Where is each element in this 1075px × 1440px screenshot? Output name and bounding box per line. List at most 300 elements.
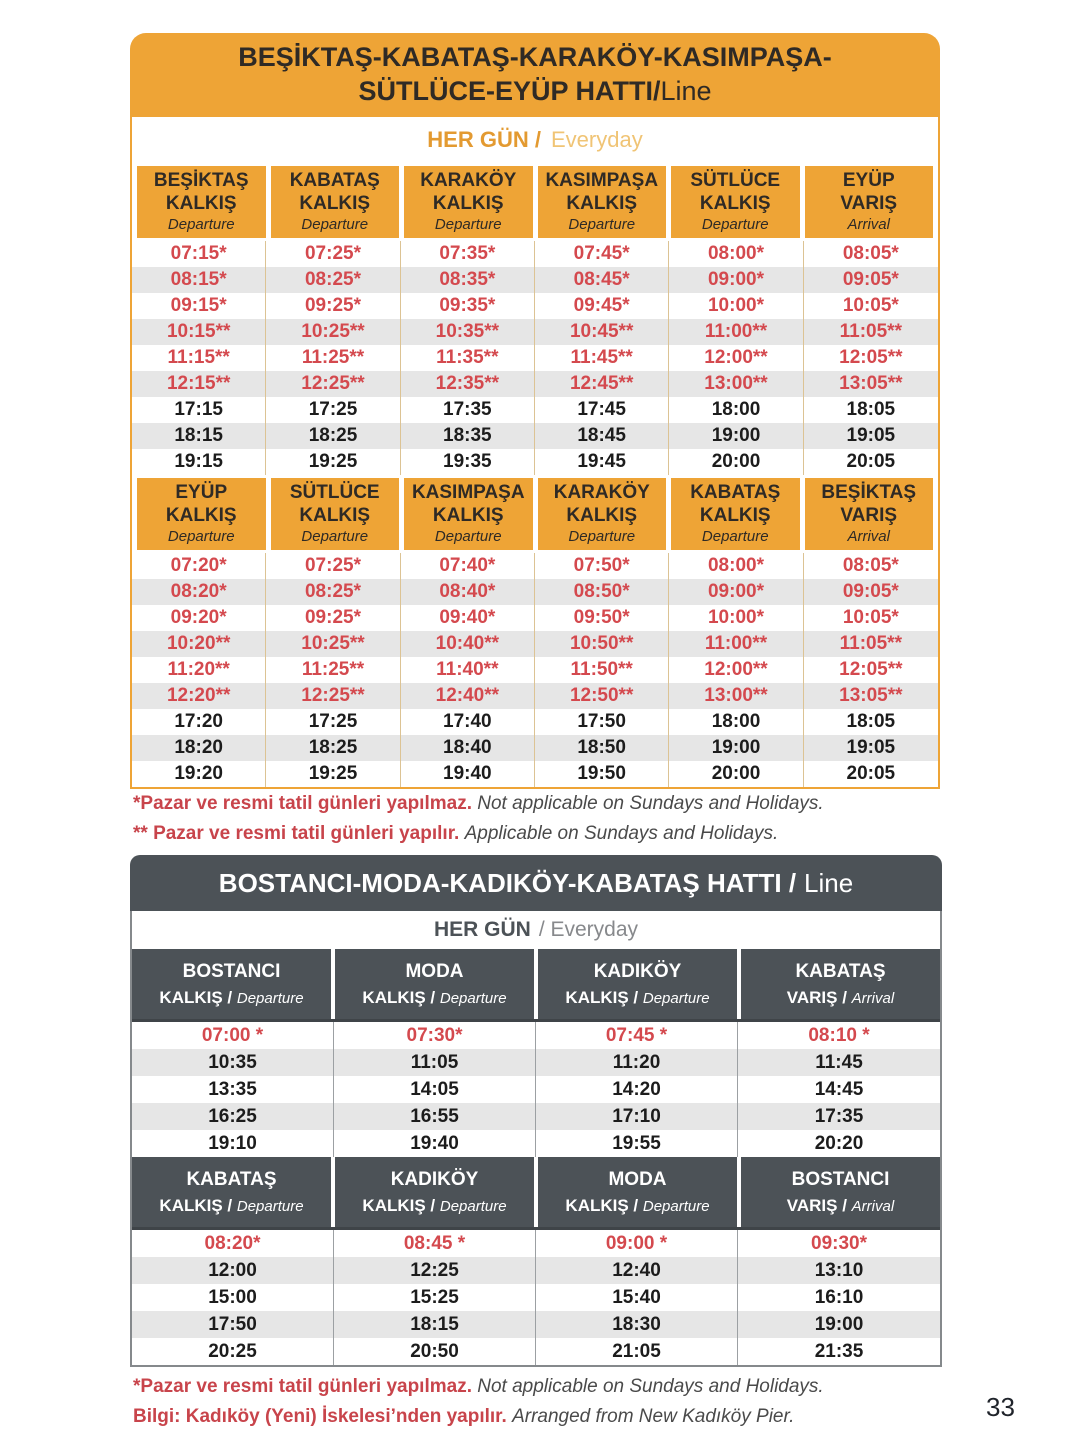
- time-cell: 19:05: [846, 425, 896, 446]
- time-cell: 17:15: [132, 397, 266, 423]
- footnote-line: [133, 1372, 824, 1402]
- column-header: [404, 478, 533, 550]
- line2-rows-outbound: [132, 1019, 940, 1157]
- column-header: [132, 949, 331, 1019]
- time-cell: 17:40: [401, 709, 535, 735]
- column-sublabel: [362, 988, 506, 1008]
- time-cell: 12:35**: [401, 371, 535, 397]
- departure-arrival-label-en: Departure: [701, 216, 769, 233]
- time-cell: 18:05: [846, 399, 896, 420]
- table-row: [132, 241, 938, 267]
- time-cell: 18:00: [669, 709, 803, 735]
- departure-arrival-label-en: Departure: [439, 989, 507, 1007]
- time-cell: 18:25: [266, 423, 400, 449]
- departure-arrival-label-en: Departure: [236, 989, 304, 1007]
- time-cell: 20:00: [669, 761, 803, 787]
- time-cell: 20:25: [132, 1338, 334, 1365]
- time-cell: 09:05*: [842, 581, 899, 602]
- footnote-en: Not applicable on Sundays and Holidays.: [477, 1376, 824, 1397]
- station-name: KABATAŞ: [795, 960, 886, 982]
- table-row: [132, 1284, 940, 1311]
- line1-title-row1: BEŞİKTAŞ-KABATAŞ-KARAKÖY-KASIMPAŞA-: [238, 42, 832, 72]
- departure-arrival-label-tr: KALKIŞ: [165, 193, 237, 214]
- time-cell: 12:05**: [839, 659, 903, 680]
- table-row: [132, 709, 938, 735]
- time-cell: 19:25: [266, 761, 400, 787]
- station-name: MODA: [405, 960, 464, 982]
- footnote-en: Not applicable on Sundays and Holidays.: [477, 793, 824, 814]
- time-cell: 17:25: [266, 709, 400, 735]
- footnote-en: Applicable on Sundays and Holidays.: [464, 823, 779, 844]
- line2-header-outbound: [132, 949, 940, 1019]
- time-cell: 10:50**: [535, 631, 669, 657]
- station-name: KABATAŞ: [186, 1168, 277, 1190]
- time-cell: 11:05: [334, 1049, 536, 1076]
- time-cell: 09:00*: [669, 579, 803, 605]
- line2-everyday-banner: [132, 911, 940, 949]
- station-name: BOSTANCI: [182, 960, 281, 982]
- time-cell: 19:40: [334, 1130, 536, 1157]
- everyday-label-tr: HER GÜN /: [427, 127, 541, 152]
- time-cell: 12:40: [536, 1257, 738, 1284]
- departure-arrival-label-en: Departure: [434, 216, 502, 233]
- table-row: [132, 1130, 940, 1157]
- time-cell: 15:40: [536, 1284, 738, 1311]
- departure-arrival-label-en: Departure: [701, 528, 769, 545]
- table-row: [132, 631, 938, 657]
- time-cell: 08:50*: [535, 579, 669, 605]
- time-cell: 13:35: [132, 1076, 334, 1103]
- time-cell: 11:00**: [669, 319, 803, 345]
- column-sublabel: [362, 1196, 506, 1216]
- time-cell: 08:45 *: [334, 1230, 536, 1257]
- column-header: [671, 166, 800, 238]
- time-cell: 09:00*: [669, 267, 803, 293]
- departure-arrival-label-en: Departure: [167, 216, 235, 233]
- time-cell: 18:40: [401, 735, 535, 761]
- departure-arrival-label-en: Departure: [301, 528, 369, 545]
- table-row: [132, 1311, 940, 1338]
- time-cell: 12:05**: [839, 347, 903, 368]
- departure-arrival-label-tr: VARIŞ: [840, 505, 898, 526]
- time-cell: 18:35: [401, 423, 535, 449]
- departure-arrival-label-en: Departure: [301, 216, 369, 233]
- table-row: [132, 371, 938, 397]
- time-cell: 12:50**: [535, 683, 669, 709]
- departure-arrival-label-tr: KALKIŞ: [299, 193, 371, 214]
- table-row: [132, 345, 938, 371]
- table-row: [132, 761, 938, 787]
- time-cell: 08:35*: [401, 267, 535, 293]
- line1-title-row2: [130, 74, 940, 108]
- time-cell: 10:00*: [669, 605, 803, 631]
- column-header: [538, 1157, 737, 1227]
- time-cell: 10:15**: [132, 319, 266, 345]
- time-cell: 07:00 *: [132, 1022, 334, 1049]
- time-cell: 14:05: [334, 1076, 536, 1103]
- time-cell: 16:55: [334, 1103, 536, 1130]
- column-header: [538, 949, 737, 1019]
- departure-arrival-label-tr: KALKIŞ: [165, 505, 237, 526]
- line2-title-light: Line: [804, 867, 854, 898]
- station-name: KADIKÖY: [390, 1168, 479, 1190]
- time-cell: 07:20*: [132, 553, 266, 579]
- line2-title-bold: BOSTANCI-MODA-KADIKÖY-KABATAŞ HATTI /: [218, 867, 797, 898]
- time-cell: 17:10: [536, 1103, 738, 1130]
- station-name: EYÜP: [842, 170, 895, 191]
- time-cell: 21:35: [814, 1340, 864, 1362]
- time-cell: 11:05**: [839, 321, 902, 342]
- departure-arrival-label-en: Arrival: [847, 216, 890, 233]
- time-cell: 18:05: [846, 711, 896, 732]
- time-cell: 18:30: [536, 1311, 738, 1338]
- time-cell: 07:40*: [401, 553, 535, 579]
- time-cell: 18:20: [132, 735, 266, 761]
- time-cell: 11:05**: [839, 633, 902, 654]
- everyday-label-en: / Everyday: [538, 918, 639, 941]
- departure-arrival-label-en: Departure: [568, 528, 636, 545]
- station-name: SÜTLÜCE: [690, 170, 781, 191]
- departure-arrival-label-tr: KALKIŞ: [699, 505, 771, 526]
- station-name: KABATAŞ: [690, 482, 781, 503]
- table-row: [132, 397, 938, 423]
- line1-everyday-banner: [132, 117, 938, 163]
- column-header: [805, 478, 934, 550]
- column-header: [741, 1157, 940, 1227]
- time-cell: 12:00: [132, 1257, 334, 1284]
- time-cell: 12:45**: [535, 371, 669, 397]
- table-row: [132, 1049, 940, 1076]
- time-cell: 08:25*: [266, 267, 400, 293]
- time-cell: 11:50**: [535, 657, 669, 683]
- line1-title-light: Line: [660, 76, 712, 106]
- table-row: [132, 683, 938, 709]
- time-cell: 08:05*: [842, 555, 899, 576]
- footnote-line: [133, 789, 824, 819]
- time-cell: 17:35: [401, 397, 535, 423]
- time-cell: 13:00**: [669, 683, 803, 709]
- footnote-en: Arranged from New Kadıköy Pier.: [512, 1406, 795, 1427]
- time-cell: 18:00: [669, 397, 803, 423]
- time-cell: 18:45: [535, 423, 669, 449]
- table-row: [132, 553, 938, 579]
- time-cell: 10:20**: [132, 631, 266, 657]
- time-cell: 15:25: [334, 1284, 536, 1311]
- departure-arrival-label-tr: VARIŞ /: [786, 1195, 852, 1215]
- time-cell: 10:25**: [266, 631, 400, 657]
- station-name: BEŞİKTAŞ: [821, 482, 917, 503]
- column-header: [271, 166, 400, 238]
- time-cell: 11:25**: [266, 345, 400, 371]
- time-cell: 07:15*: [132, 241, 266, 267]
- time-cell: 18:50: [535, 735, 669, 761]
- time-cell: 11:15**: [132, 345, 266, 371]
- time-cell: 13:05**: [839, 685, 903, 706]
- departure-arrival-label-en: Arrival: [851, 989, 895, 1007]
- time-cell: 19:45: [535, 449, 669, 475]
- time-cell: 19:55: [536, 1130, 738, 1157]
- line1-rows-return: [132, 553, 938, 787]
- departure-arrival-label-en: Departure: [236, 1197, 304, 1215]
- line1-header-outbound: [132, 163, 938, 241]
- time-cell: 11:00**: [669, 631, 803, 657]
- time-cell: 07:25*: [266, 553, 400, 579]
- station-name: EYÜP: [175, 482, 228, 503]
- footnote-line: [133, 1402, 824, 1432]
- time-cell: 09:40*: [401, 605, 535, 631]
- departure-arrival-label-tr: KALKIŞ: [566, 193, 638, 214]
- column-sublabel: [787, 988, 894, 1008]
- time-cell: 10:25**: [266, 319, 400, 345]
- column-header: [335, 949, 534, 1019]
- time-cell: 07:30*: [334, 1022, 536, 1049]
- time-cell: 19:00: [669, 423, 803, 449]
- station-name: SÜTLÜCE: [289, 482, 380, 503]
- departure-arrival-label-tr: KALKIŞ: [566, 505, 638, 526]
- station-name: KASIMPAŞA: [411, 482, 525, 503]
- table-besiktas-eyup-line: [130, 33, 940, 789]
- time-cell: 13:00**: [669, 371, 803, 397]
- table-row: [132, 605, 938, 631]
- time-cell: 09:25*: [266, 605, 400, 631]
- time-cell: 10:40**: [401, 631, 535, 657]
- departure-arrival-label-en: Departure: [167, 528, 235, 545]
- departure-arrival-label-tr: KALKIŞ: [432, 505, 504, 526]
- departure-arrival-label-en: Departure: [434, 528, 502, 545]
- departure-arrival-label-tr: VARIŞ /: [786, 987, 852, 1007]
- table-row: [132, 1230, 940, 1257]
- time-cell: 08:00*: [669, 553, 803, 579]
- time-cell: 20:00: [669, 449, 803, 475]
- table-row: [132, 1338, 940, 1365]
- time-cell: 19:40: [401, 761, 535, 787]
- table-row: [132, 657, 938, 683]
- time-cell: 20:05: [846, 451, 896, 472]
- departure-arrival-label-tr: VARIŞ: [840, 193, 898, 214]
- time-cell: 17:25: [266, 397, 400, 423]
- time-cell: 19:05: [846, 737, 896, 758]
- departure-arrival-label-en: Departure: [642, 989, 710, 1007]
- time-cell: 14:45: [814, 1078, 864, 1100]
- time-cell: 07:45*: [535, 241, 669, 267]
- time-cell: 11:25**: [266, 657, 400, 683]
- time-cell: 08:00*: [669, 241, 803, 267]
- table-row: [132, 1022, 940, 1049]
- time-cell: 09:00 *: [536, 1230, 738, 1257]
- time-cell: 20:50: [334, 1338, 536, 1365]
- column-header: [137, 478, 266, 550]
- time-cell: 13:05**: [839, 373, 903, 394]
- departure-arrival-label-en: Arrival: [847, 528, 890, 545]
- time-cell: 18:15: [132, 423, 266, 449]
- time-cell: 19:00: [814, 1313, 864, 1335]
- departure-arrival-label-tr: KALKIŞ /: [565, 987, 643, 1007]
- station-name: KADIKÖY: [593, 960, 682, 982]
- departure-arrival-label-tr: KALKIŞ /: [159, 987, 237, 1007]
- time-cell: 08:20*: [132, 579, 266, 605]
- line1-title-bold: SÜTLÜCE-EYÜP HATTI/: [358, 76, 661, 106]
- time-cell: 09:30*: [811, 1232, 867, 1254]
- time-cell: 16:25: [132, 1103, 334, 1130]
- time-cell: 12:25**: [266, 683, 400, 709]
- departure-arrival-label-tr: KALKIŞ: [432, 193, 504, 214]
- time-cell: 19:10: [132, 1130, 334, 1157]
- time-cell: 12:00**: [669, 657, 803, 683]
- time-cell: 17:50: [132, 1311, 334, 1338]
- time-cell: 12:00**: [669, 345, 803, 371]
- station-name: KARAKÖY: [553, 482, 650, 503]
- departure-arrival-label-tr: KALKIŞ /: [362, 987, 440, 1007]
- column-sublabel: [565, 1196, 709, 1216]
- column-sublabel: [787, 1196, 894, 1216]
- line1-header-return: [132, 475, 938, 553]
- column-header: [404, 166, 533, 238]
- time-cell: 10:35**: [401, 319, 535, 345]
- time-cell: 07:45 *: [536, 1022, 738, 1049]
- footnote-tr: Bilgi: Kadıköy (Yeni) İskelesi’nden yapılır.: [133, 1406, 507, 1427]
- time-cell: 13:10: [814, 1259, 864, 1281]
- time-cell: 15:00: [132, 1284, 334, 1311]
- page-number: 33: [986, 1392, 1015, 1422]
- time-cell: 12:40**: [401, 683, 535, 709]
- column-sublabel: [159, 1196, 303, 1216]
- time-cell: 10:45**: [535, 319, 669, 345]
- time-cell: 14:20: [536, 1076, 738, 1103]
- time-cell: 07:50*: [535, 553, 669, 579]
- station-name: MODA: [608, 1168, 667, 1190]
- time-cell: 19:00: [669, 735, 803, 761]
- line2-table-body: [130, 911, 942, 1367]
- column-header: [741, 949, 940, 1019]
- line2-header-return: [132, 1157, 940, 1227]
- table-row: [132, 735, 938, 761]
- line1-footnotes: [133, 789, 824, 849]
- time-cell: 10:00*: [669, 293, 803, 319]
- station-name: KASIMPAŞA: [545, 170, 659, 191]
- column-header: [805, 166, 934, 238]
- time-cell: 11:35**: [401, 345, 535, 371]
- departure-arrival-label-tr: KALKIŞ /: [159, 1195, 237, 1215]
- time-cell: 12:25: [334, 1257, 536, 1284]
- table-bostanci-kabatas-line: [130, 855, 942, 1367]
- time-cell: 12:15**: [132, 371, 266, 397]
- time-cell: 17:20: [132, 709, 266, 735]
- table-row: [132, 319, 938, 345]
- time-cell: 09:50*: [535, 605, 669, 631]
- footnote-tr: *Pazar ve resmi tatil günleri yapılmaz.: [133, 793, 472, 814]
- footnote-tr: *Pazar ve resmi tatil günleri yapılmaz.: [133, 1376, 472, 1397]
- time-cell: 09:20*: [132, 605, 266, 631]
- time-cell: 09:15*: [132, 293, 266, 319]
- time-cell: 19:25: [266, 449, 400, 475]
- time-cell: 09:45*: [535, 293, 669, 319]
- time-cell: 11:40**: [401, 657, 535, 683]
- time-cell: 18:25: [266, 735, 400, 761]
- column-header: [538, 166, 667, 238]
- time-cell: 12:25**: [266, 371, 400, 397]
- table-row: [132, 579, 938, 605]
- time-cell: 16:10: [814, 1286, 864, 1308]
- line2-footnotes: [133, 1372, 824, 1432]
- line2-rows-return: [132, 1227, 940, 1365]
- time-cell: 21:05: [536, 1338, 738, 1365]
- time-cell: 08:20*: [132, 1230, 334, 1257]
- time-cell: 17:35: [814, 1105, 864, 1127]
- column-header: [271, 478, 400, 550]
- station-name: KABATAŞ: [289, 170, 380, 191]
- column-sublabel: [159, 988, 303, 1008]
- everyday-label-en: Everyday: [550, 127, 643, 152]
- time-cell: 08:05*: [842, 243, 899, 264]
- table-row: [132, 1257, 940, 1284]
- footnote-tr: ** Pazar ve resmi tatil günleri yapılır.: [133, 823, 460, 844]
- column-sublabel: [565, 988, 709, 1008]
- time-cell: 09:35*: [401, 293, 535, 319]
- line2-title: [130, 855, 942, 911]
- column-header: [335, 1157, 534, 1227]
- departure-arrival-label-en: Arrival: [851, 1197, 895, 1215]
- column-header: [132, 1157, 331, 1227]
- time-cell: 19:35: [401, 449, 535, 475]
- time-cell: 07:25*: [266, 241, 400, 267]
- station-name: KARAKÖY: [420, 170, 517, 191]
- table-row: [132, 449, 938, 475]
- departure-arrival-label-tr: KALKIŞ /: [565, 1195, 643, 1215]
- footnote-line: [133, 819, 824, 849]
- column-header: [538, 478, 667, 550]
- time-cell: 11:45**: [535, 345, 669, 371]
- line1-title: [130, 33, 940, 117]
- line1-rows-outbound: [132, 241, 938, 475]
- column-header: [671, 478, 800, 550]
- time-cell: 17:45: [535, 397, 669, 423]
- table-row: [132, 423, 938, 449]
- time-cell: 19:50: [535, 761, 669, 787]
- time-cell: 09:05*: [842, 269, 899, 290]
- departure-arrival-label-en: Departure: [439, 1197, 507, 1215]
- time-cell: 12:20**: [132, 683, 266, 709]
- departure-arrival-label-tr: KALKIŞ: [699, 193, 771, 214]
- time-cell: 08:15*: [132, 267, 266, 293]
- time-cell: 20:20: [814, 1132, 864, 1154]
- everyday-label-tr: HER GÜN: [433, 918, 531, 941]
- departure-arrival-label-en: Departure: [642, 1197, 710, 1215]
- time-cell: 08:25*: [266, 579, 400, 605]
- time-cell: 20:05: [846, 763, 896, 784]
- table-row: [132, 1076, 940, 1103]
- station-name: BOSTANCI: [791, 1168, 890, 1190]
- departure-arrival-label-en: Departure: [568, 216, 636, 233]
- time-cell: 07:35*: [401, 241, 535, 267]
- time-cell: 10:05*: [842, 295, 899, 316]
- time-cell: 08:45*: [535, 267, 669, 293]
- time-cell: 11:20: [536, 1049, 738, 1076]
- table-row: [132, 293, 938, 319]
- time-cell: 17:50: [535, 709, 669, 735]
- time-cell: 19:20: [132, 761, 266, 787]
- time-cell: 10:35: [132, 1049, 334, 1076]
- time-cell: 18:15: [334, 1311, 536, 1338]
- time-cell: 08:40*: [401, 579, 535, 605]
- time-cell: 08:10 *: [808, 1024, 870, 1046]
- table-row: [132, 267, 938, 293]
- column-header: [137, 166, 266, 238]
- time-cell: 09:25*: [266, 293, 400, 319]
- time-cell: 11:45: [815, 1051, 863, 1073]
- line1-table-body: [130, 117, 940, 789]
- station-name: BEŞİKTAŞ: [153, 170, 249, 191]
- time-cell: 19:15: [132, 449, 266, 475]
